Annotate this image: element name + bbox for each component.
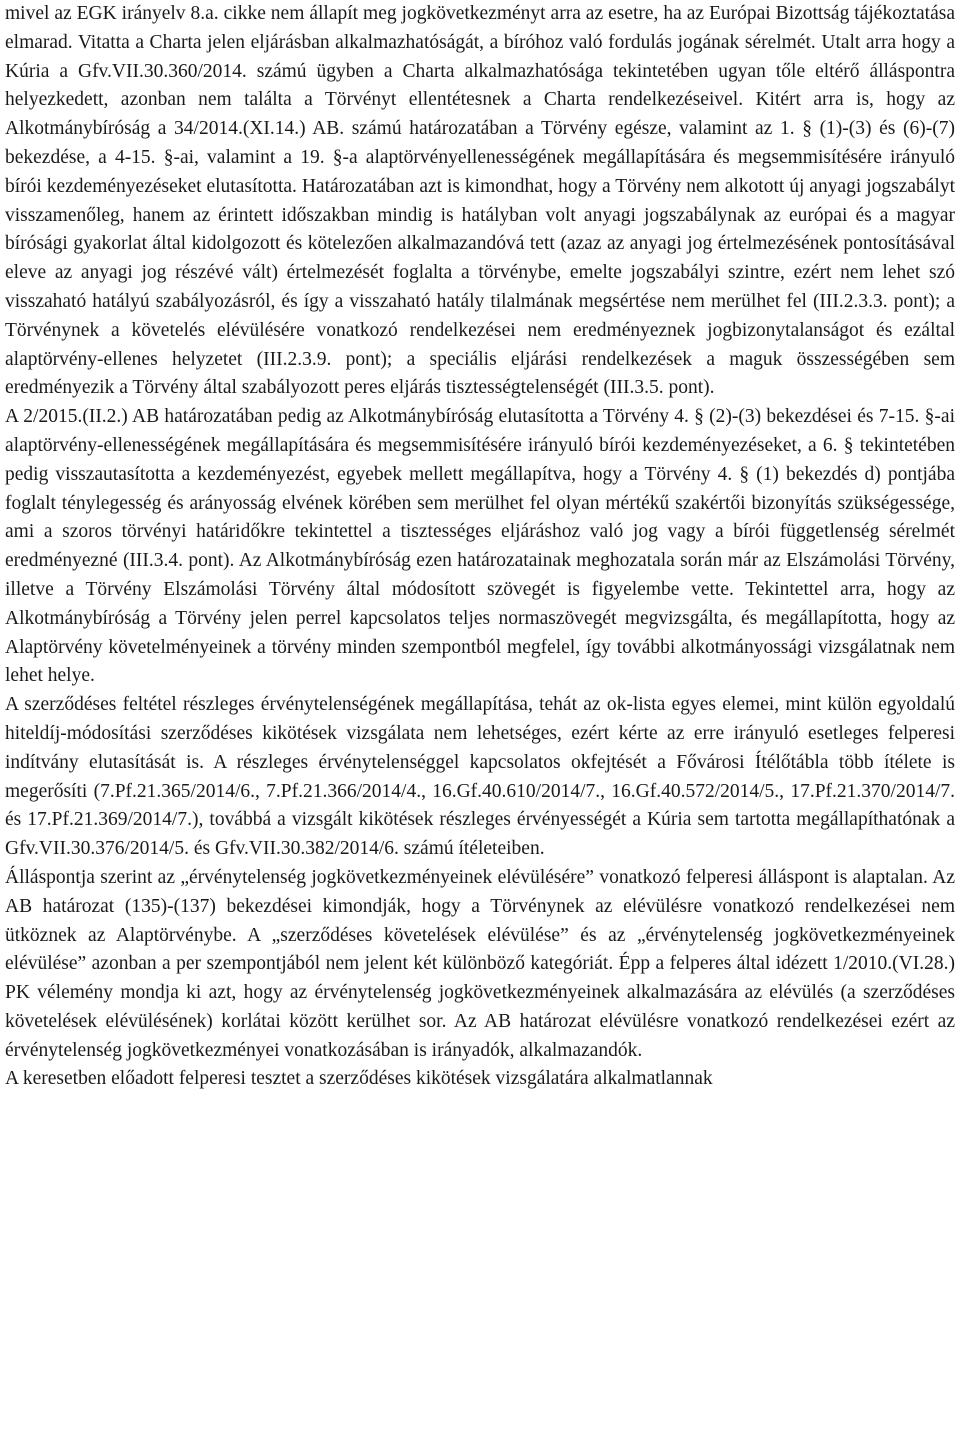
paragraph-4: Álláspontja szerint az „érvénytelenség jogkövetkezményeinek elévülésére” vonatkozó felperesi álláspont is alaptalan. Az AB határozat (135)-(137) bekezdései kimondják, hogy a Törvénynek az elévülésre vonatkozó rendelkezései nem ütköznek az Alaptörvénybe. A „szerződéses követelések elévülése” és az „érvénytelenség jogkövetkezményeinek elévülése” azonban a per szempontjából nem jelent két különböző kategóriát. Épp a felperes által idézett 1/2010.(VI.28.) PK vélemény mondja ki azt, hogy az érvénytelenség jogkövetkezményeinek alkalmazására az elévülés (a szerződéses követelések elévülésének) korlátai között kerülhet sor. Az AB határozat elévülésre vonatkozó rendelkezései ezért az érvénytelenség jogkövetkezményei vonatkozásában is irányadók, alkalmazandók.: [5, 866, 955, 1061]
paragraph-3: A szerződéses feltétel részleges érvénytelenségének megállapítása, tehát az ok-lista egyes elemei, mint külön egyoldalú hiteldíj-módosítási szerződéses kikötések vizsgálata nem lehetséges, ezért kérte az erre irányuló esetleges felperesi indítvány elutasítását is. A részleges érvénytelenséggel kapcsolatos okfejtését a Fővárosi Ítélőtábla több ítélete is megerősíti (7.Pf.21.365/2014/6., 7.Pf.21.366/2014/4., 16.Gf.40.610/2014/7., 16.Gf.40.572/2014/5., 17.Pf.21.370/2014/7. és 17.Pf.21.369/2014/7.), továbbá a vizsgált kikötések részleges érvényességét a Kúria sem tartotta megállapíthatónak a Gfv.VII.30.376/2014/5. és Gfv.VII.30.382/2014/6. számú ítéleteiben.: [5, 694, 955, 860]
paragraph-2: A 2/2015.(II.2.) AB határozatában pedig az Alkotmánybíróság elutasította a Törvény 4. § (2)-(3) bekezdései és 7-15. §-ai alaptörvény-ellenességének megállapítására és megsemmisítésére irányuló bírói kezdeményezéseket, a 6. § tekintetében pedig visszautasította a kezdeményezést, egyebek mellett megállapítva, hogy a Törvény 4. § (1) bekezdés d) pontjába foglalt ténylegesség és arányosság elvének körében sem merülhet fel olyan mértékű szakértői bizonyítás szükségessége, ami a szoros törvényi határidőkre tekintettel a tisztességes eljáráshoz való jog vagy a bírói függetlenség sérelmét eredményezné (III.3.4. pont). Az Alkotmánybíróság ezen határozatainak meghozatala során már az Elszámolási Törvény, illetve a Törvény Elszámolási Törvény által módosított szövegét is figyelembe vette. Tekintettel arra, hogy az Alkotmánybíróság a Törvény jelen perrel kapcsolatos teljes normaszövegét megvizsgálta, és megállapította, hogy az Alaptörvény követelményeinek a törvény minden szempontból megfelel, így további alkotmányossági vizsgálatnak nem lehet helye.: [5, 406, 955, 687]
document-page: [5, 0, 955, 1094]
paragraph-5: A keresetben előadott felperesi tesztet a szerződéses kikötések vizsgálatára alkalmatlannak: [5, 1068, 713, 1090]
paragraph-1: mivel az EGK irányelv 8.a. cikke nem állapít meg jogkövetkezményt arra az esetre, ha az Európai Bizottság tájékoztatása elmarad. Vitatta a Charta jelen eljárásban alkalmazhatóságát, a bíróhoz való fordulás jogának sérelmét. Utalt arra hogy a Kúria a Gfv.VII.30.360/2014. számú ügyben a Charta alkalmazhatósága tekintetében ugyan tőle eltérő álláspontra helyezkedett, azonban nem találta a Törvényt ellentétesnek a Charta rendelkezéseivel. Kitért arra is, hogy az Alkotmánybíróság a 34/2014.(XI.14.) AB. számú határozatában a Törvény egésze, valamint az 1. § (1)-(3) és (6)-(7) bekezdése, a 4-15. §-ai, valamint a 19. §-a alaptörvényellenességének megállapítására és megsemmisítésére irányuló bírói kezdeményezéseket elutasította. Határozatában azt is kimondhat, hogy a Törvény nem alkotott új anyagi jogszabályt visszamenőleg, hanem az érintett időszakban mindig is hatályban volt anyagi jogszabálynak az európai és a magyar bírósági gyakorlat által kidolgozott és kötelezően alkalmazandóvá tett (azaz az anyagi jog értelmezésének pontosításával eleve az anyagi jog részévé vált) értelmezését foglalta a törvénybe, emelte jogszabályi szintre, ezért nem lehet szó visszaható hatályú szabályozásról, és így a visszaható hatály tilalmának megsértése nem merülhet fel (III.2.3.3. pont); a Törvénynek a követelés elévülésére vonatkozó rendelkezései nem eredményeznek jogbizonytalanságot és ezáltal alaptörvény-ellenes helyzetet (III.2.3.9. pont); a speciális eljárási rendelkezések a maguk összességében sem eredményezik a Törvény által szabályozott peres eljárás tisztességtelenségét (III.3.5. pont).: [5, 3, 955, 399]
